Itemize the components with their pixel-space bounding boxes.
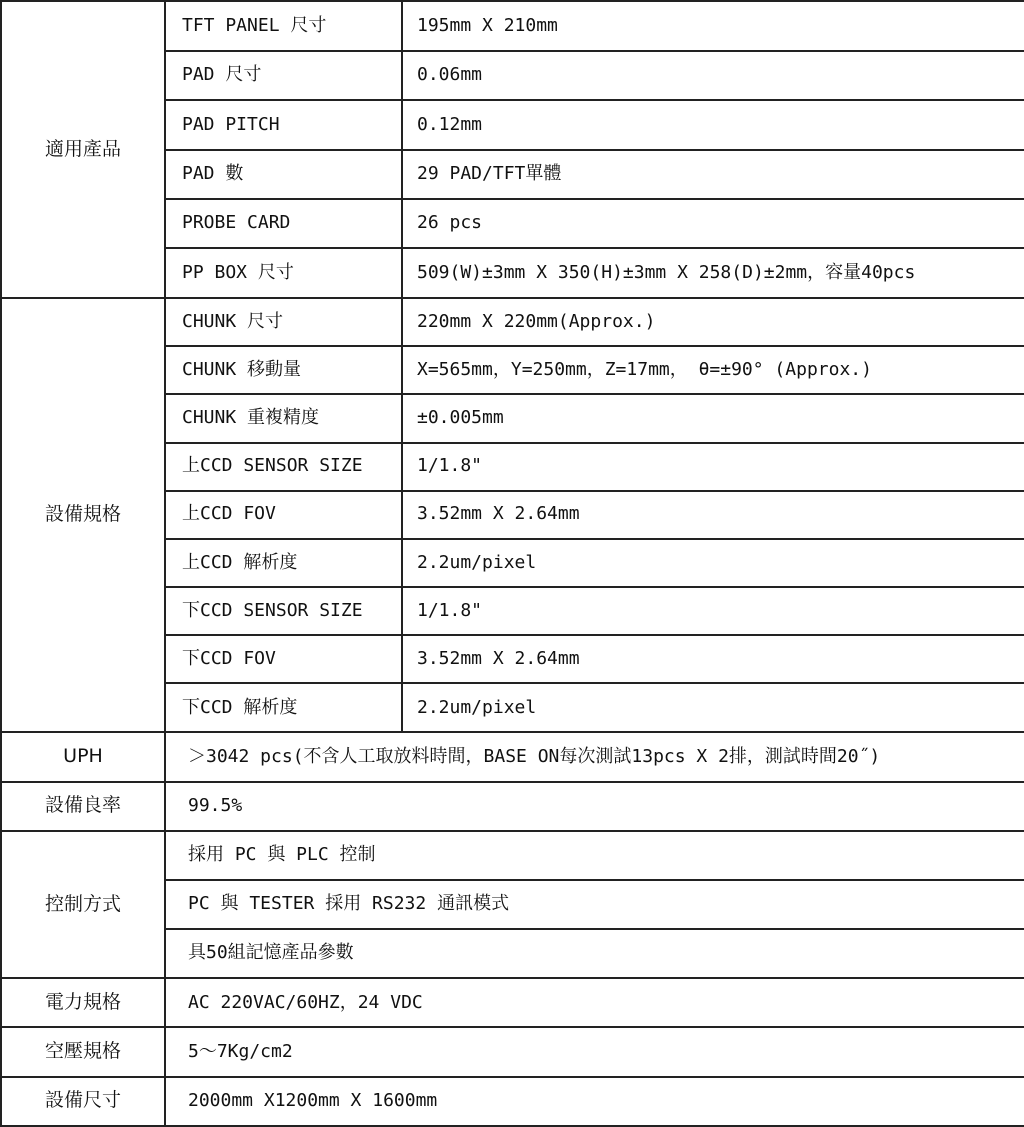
spec-value: 1/1.8" [402,443,1024,491]
control-value: PC 與 TESTER 採用 RS232 通訊模式 [165,880,1024,929]
spec-value: 0.12mm [402,100,1024,149]
spec-item: PAD 尺寸 [165,51,402,100]
spec-item: PP BOX 尺寸 [165,248,402,298]
category-power: 電力規格 [1,978,165,1027]
spec-item: 下CCD 解析度 [165,683,402,732]
control-value: 採用 PC 與 PLC 控制 [165,831,1024,880]
spec-item: 下CCD SENSOR SIZE [165,587,402,635]
spec-item: TFT PANEL 尺寸 [165,1,402,51]
spec-value: 2.2um/pixel [402,539,1024,587]
spec-value: 29 PAD/TFT單體 [402,150,1024,199]
category-air: 空壓規格 [1,1027,165,1076]
spec-item: PAD PITCH [165,100,402,149]
table-row [1,782,1024,831]
power-value: AC 220VAC/60HZ，24 VDC [165,978,1024,1027]
control-value: 具50組記憶產品參數 [165,929,1024,978]
category-product: 適用產品 [1,1,165,298]
yield-value: 99.5% [165,782,1024,831]
spec-item: 下CCD FOV [165,635,402,683]
spec-value: 220mm X 220mm(Approx.) [402,298,1024,346]
spec-item: 上CCD FOV [165,491,402,539]
spec-value: 195mm X 210mm [402,1,1024,51]
table-row [1,1,1024,51]
size-value: 2000mm X1200mm X 1600mm [165,1077,1024,1126]
spec-item: CHUNK 移動量 [165,346,402,394]
category-size: 設備尺寸 [1,1077,165,1126]
spec-item: 上CCD SENSOR SIZE [165,443,402,491]
spec-value: 3.52mm X 2.64mm [402,635,1024,683]
spec-item: PAD 數 [165,150,402,199]
category-control: 控制方式 [1,831,165,979]
spec-value: 2.2um/pixel [402,683,1024,732]
spec-value: X=565mm，Y=250mm，Z=17mm， θ=±90° (Approx.) [402,346,1024,394]
spec-value: 26 pcs [402,199,1024,248]
spec-item: PROBE CARD [165,199,402,248]
table-row [1,732,1024,781]
spec-value: 1/1.8" [402,587,1024,635]
spec-value: 3.52mm X 2.64mm [402,491,1024,539]
category-uph: UPH [1,732,165,781]
category-equipment: 設備規格 [1,298,165,732]
spec-item: 上CCD 解析度 [165,539,402,587]
spec-item: CHUNK 重複精度 [165,394,402,442]
spec-value: ±0.005mm [402,394,1024,442]
table-row [1,1077,1024,1126]
uph-value: ＞3042 pcs(不含人工取放料時間，BASE ON每次測試13pcs X 2排，測試時間20˝) [165,732,1024,781]
category-yield: 設備良率 [1,782,165,831]
spec-value: 0.06mm [402,51,1024,100]
air-value: 5～7Kg/cm2 [165,1027,1024,1076]
table-row [1,298,1024,346]
table-row [1,978,1024,1027]
table-row [1,831,1024,880]
spec-item: CHUNK 尺寸 [165,298,402,346]
spec-value: 509(W)±3mm X 350(H)±3mm X 258(D)±2mm，容量40pcs [402,248,1024,298]
table-row [1,1027,1024,1076]
